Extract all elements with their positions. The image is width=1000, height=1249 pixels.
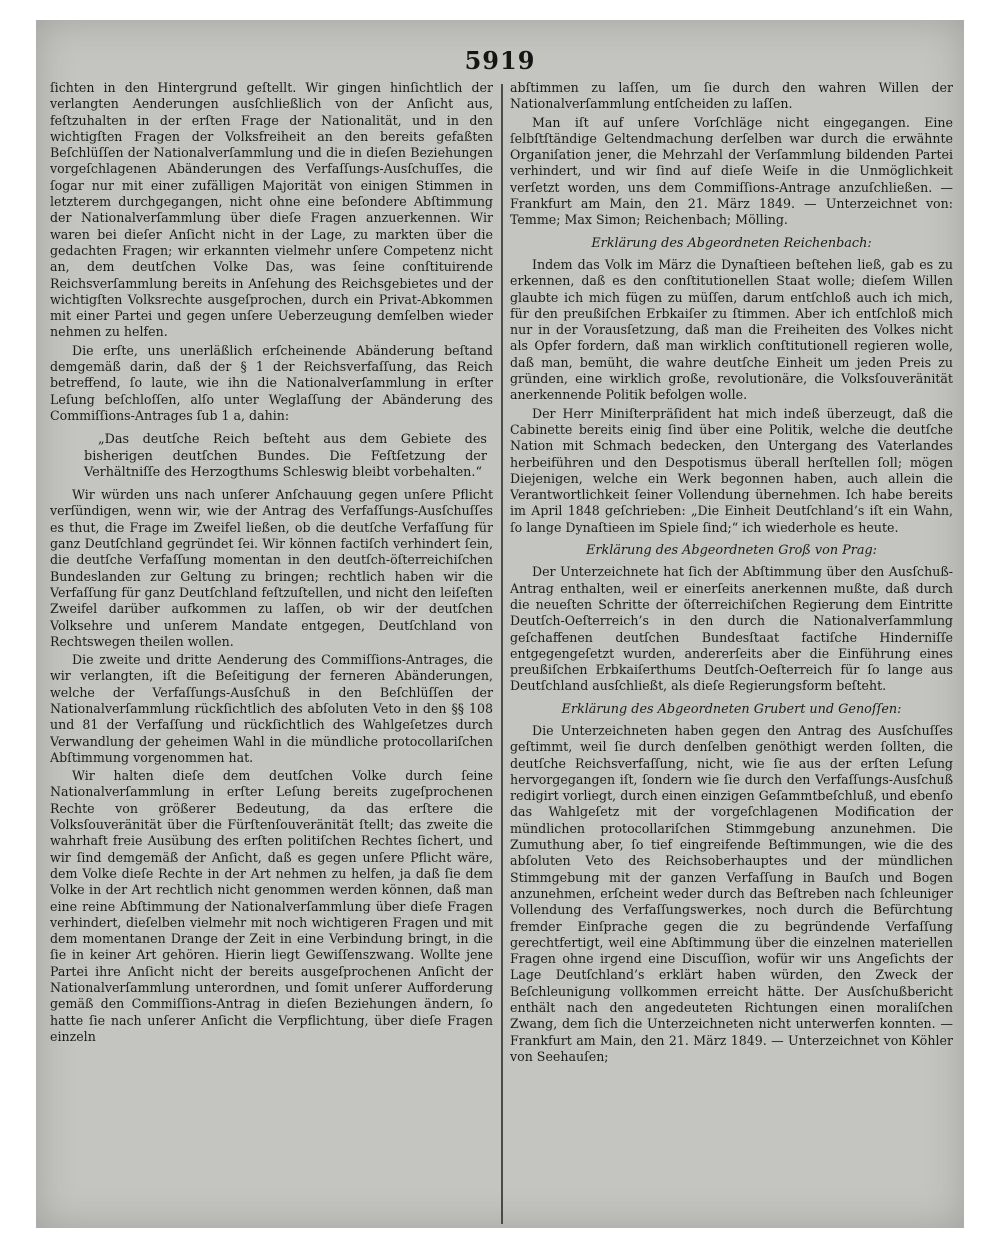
paragraph: ſichten in den Hintergrund geſtellt. Wir gingen hinſichtlich der verlangten Aenderungen ausſchließlich von der Anſicht aus, feſtzuhalten in der erſten Frage der Nationalität, und in den wichtigſten Fragen der Volksfreiheit an den bereits gefaßten Beſchlüſſen der Nationalverſammlung und die in dieſen Beziehungen vorgeſchlagenen Abänderungen des Verfaſſungs-Ausſchuſſes, die ſogar nur mit einer zufälligen Majorität von einigen Stimmen in letzterem durchgegangen, nicht ohne eine beſondere Abſtimmung der Nationalverſammlung über dieſe Fragen anzuerkennen. Wir waren bei dieſer Anſicht nicht in der Lage, zu markten über die gedachten Fragen; wir erkannten vielmehr unſere Competenz nicht an, dem deutſchen Volke Das, was ſeine conſtituirende Reichsverſammlung bereits in Anſehung des Reichsgebietes und der wichtigſten Volksrechte ausgeſprochen, durch ein Privat-Abkommen mit einer Partei und gegen unſere Ueberzeugung demſelben wieder nehmen zu helfen. <box>50 80 493 340</box>
paragraph: Der Unterzeichnete hat ſich der Abſtimmung über den Ausſchuß-Antrag enthalten, weil er einerſeits anerkennen mußte, daß durch die neueſten Schritte der öſterreichiſchen Regierung dem Eintritte Deutſch-Oeſterreich’s in den durch die Nationalverſammlung geſchaffenen deutſchen Bundesſtaat factiſche Hinderniſſe entgegengeſetzt wurden, andererſeits aber die Einführung eines preußiſchen Erbkaiſerthums Deutſch-Oeſterreich für ſo lange aus Deutſchland ausſchließt, als dieſe Regierungsform beſteht. <box>510 564 953 694</box>
right-column <box>510 80 953 1220</box>
paragraph: Indem das Volk im März die Dynaſtieen beſtehen ließ, gab es zu erkennen, daß es den conſtitutionellen Staat wolle; dieſem Willen glaubte ich mich fügen zu müſſen, darum entſchloß auch ich mich, für den preußiſchen Erbkaiſer zu ſtimmen. Aber ich entſchloß mich nur in der Vorausſetzung, daß man die Freiheiten des Volkes nicht als Opfer fordern, daß man wirklich conſtitutionell regieren wolle, daß man, bemüht, die wahre deutſche Einheit um jeden Preis zu gründen, eine wirklich große, revolutionäre, die Volksſouveränität anerkennende Politik befolgen wolle. <box>510 256 953 403</box>
left-column <box>50 80 493 1220</box>
newspaper-page <box>36 20 964 1228</box>
section-heading: Erklärung des Abgeordneten Groß von Prag: <box>585 543 877 559</box>
paragraph: Der Herr Miniſterpräſident hat mich indeß überzeugt, daß die Cabinette bereits einig ſind über eine Politik, welche die deutſche Nation mit Schmach bedecken, den Untergang des Vaterlandes herbeiführen und den Despotismus überall herſtellen ſoll; mögen Diejenigen, welche ein Werk begonnen haben, auch allein die Verantwortlichkeit ſeiner Vollendung übernehmen. Ich habe bereits im April 1848 geſchrieben: „Die Einheit Deutſchland’s iſt ein Wahn, ſo lange Dynaſtieen im Spiele ſind;“ ich wiederhole es heute. <box>510 405 953 535</box>
paragraph: abſtimmen zu laſſen, um ſie durch den wahren Willen der Nationalverſammlung entſcheiden zu laſſen. <box>510 80 953 112</box>
section-heading: Erklärung des Abgeordneten Grubert und Genoſſen: <box>561 701 902 717</box>
column-divider <box>501 84 503 1224</box>
paragraph: Wir halten dieſe dem deutſchen Volke durch ſeine Nationalverſammlung in erſter Leſung bereits zugeſprochenen Rechte von größerer Bedeutung, da das erſtere die Volksſouveränität über die Fürſtenſouveränität ſtellt; das zweite die wahrhaft freie Ausübung des erſten politiſchen Rechtes ſichert, und wir ſind demgemäß der Anſicht, daß es gegen unſere Pflicht wäre, dem Volke dieſe Rechte in der Art nehmen zu helfen, ja daß ſie dem Volke in der Art rechtlich nicht genommen werden können, daß man eine reine Abſtimmung der Nationalverſammlung über dieſe Fragen verhindert, dieſelben vielmehr mit noch wichtigeren Fragen und mit dem momentanen Drange der Zeit in eine Verbindung bringt, in die ſie in keiner Art gehören. Hierin liegt Gewiſſenszwang. Wollte jene Partei ihre Anſicht nicht der bereits ausgeſprochenen Anſicht der Nationalverſammlung unterordnen, und ſomit unſerer Aufforderung gemäß den Commiſſions-Antrag in dieſen Beziehungen ändern, ſo hatte ſie nach unſerer Anſicht die Verpflichtung, über dieſe Fragen einzeln <box>50 768 493 1044</box>
paragraph: Man iſt auf unſere Vorſchläge nicht eingegangen. Eine ſelbſtſtändige Geltendmachung derſelben war durch die erwähnte Organiſation jener, die Mehrzahl der Verſammlung bildenden Partei verhindert, und wir ſind auf dieſe Weiſe in die Unmöglichkeit verſetzt worden, uns dem Commiſſions-Antrage anzuſchließen. — Frankfurt am Main, den 21. März 1849. — Unterzeichnet von: Temme; Max Simon; Reichenbach; Mölling. <box>510 114 953 228</box>
quotation: „Das deutſche Reich beſteht aus dem Gebiete des bisherigen deutſchen Bundes. Die Feſtſetzung der Verhältniſſe des Herzogthums Schleswig bleibt vorbehalten.“ <box>84 432 487 480</box>
page-number: 5919 <box>464 46 536 75</box>
paragraph: Wir würden uns nach unſerer Anſchauung gegen unſere Pflicht verſündigen, wenn wir, wie der Antrag des Verfaſſungs-Ausſchuſſes es thut, die Frage im Zweifel ließen, ob die deutſche Verfaſſung für ganz Deutſchland gegründet ſei. Wir können factiſch verhindert ſein, die deutſche Verfaſſung momentan in den deutſch-öſterreichiſchen Bundeslanden zur Geltung zu bringen; rechtlich haben wir die Verfaſſung für ganz Deutſchland feſtzuſtellen, und nicht den leiſeſten Zweifel darüber aufkommen zu laſſen, ob wir der deutſchen Volksehre und unſerem Mandate entgegen, Deutſchland von Rechtswegen theilen wollen. <box>50 487 493 649</box>
paragraph: Die zweite und dritte Aenderung des Commiſſions-Antrages, die wir verlangten, iſt die Beſeitigung der ferneren Abänderungen, welche der Verfaſſungs-Ausſchuß in den Beſchlüſſen der Nationalverſammlung rückſichtlich des abſoluten Veto in den §§ 108 und 81 der Verfaſſung und rückſichtlich des Wahlgeſetzes durch Verwandlung der geheimen Wahl in die mündliche protocollariſchen Abſtimmung vorgenommen hat. <box>50 652 493 765</box>
paragraph: Die Unterzeichneten haben gegen den Antrag des Ausſchuſſes geſtimmt, weil ſie durch denſelben genöthigt werden ſollten, die deutſche Reichsverfaſſung, nicht, wie ſie aus der erſten Leſung hervorgegangen iſt, ſondern wie ſie durch den Verfaſſungs-Ausſchuß redigirt vorliegt, durch einen einzigen Geſammtbeſchluß, und ebenſo das Wahlgeſetz mit der vorgeſchlagenen Modification der mündlichen protocollariſchen Stimmgebung anzunehmen. Die Zumuthung aber, ſo tief eingreifende Beſtimmungen, wie die des abſoluten Veto des Reichsoberhauptes und der mündlichen Stimmgebung mit der ganzen Verfaſſung in Bauſch und Bogen anzunehmen, erſcheint weder durch das Beſtreben nach ſchleuniger Vollendung des Verfaſſungswerkes, noch durch die Befürchtung fremder Einſprache gegen die zu begründende Verfaſſung gerechtfertigt, weil eine Abſtimmung über die einzelnen materiellen Fragen ohne irgend eine Discuſſion, wofür wir uns Angeſichts der Lage Deutſchland’s erklärt haben würden, den Zweck der Beſchleunigung vollkommen erreicht hätte. Der Ausſchußbericht enthält nach den angedeuteten Richtungen einen moraliſchen Zwang, dem ſich die Unterzeichneten nicht unterwerfen konnten. — Frankfurt am Main, den 21. März 1849. — Unterzeichnet von Köhler von Seehauſen; <box>510 722 953 1064</box>
paragraph: Die erſte, uns unerläßlich erſcheinende Abänderung beſtand demgemäß darin, daß der § 1 der Reichsverfaſſung, das Reich betreffend, ſo laute, wie ihn die Nationalverſammlung in erſter Leſung beſchloſſen, alſo unter Weglaſſung der Abänderung des Commiſſions-Antrages ſub 1 a, dahin: <box>50 342 493 423</box>
section-heading: Erklärung des Abgeordneten Reichenbach: <box>591 235 872 251</box>
